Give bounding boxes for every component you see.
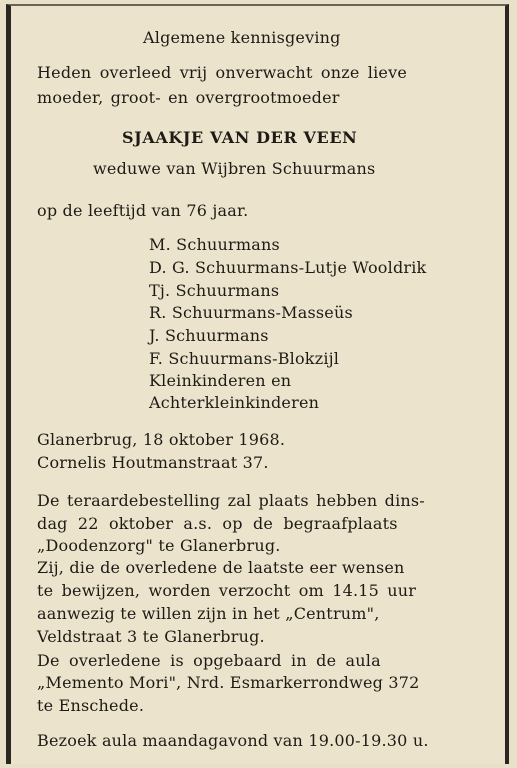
notice-heading: Algemene kennisgeving: [143, 28, 341, 47]
family-member: F. Schuurmans-Blokzijl: [149, 349, 340, 368]
laid-out-line-3: te Enschede.: [37, 696, 145, 715]
place-date: Glanerbrug, 18 oktober 1968.: [37, 430, 286, 449]
gathering-line-3: aanwezig te willen zijn in het „Centrum",: [37, 604, 380, 623]
family-member: R. Schuurmans-Masseüs: [149, 303, 353, 322]
laid-out-line-2: „Memento Mori", Nrd. Esmarkerrondweg 372: [37, 673, 420, 692]
family-member: M. Schuurmans: [149, 235, 280, 254]
family-member: Tj. Schuurmans: [149, 281, 280, 300]
gathering-line-4: Veldstraat 3 te Glanerbrug.: [37, 627, 265, 646]
funeral-line-1: De teraardebestelling zal plaats hebben dins-: [37, 491, 425, 510]
intro-line-1: Heden overleed vrij onverwacht onze lieve: [37, 63, 407, 82]
family-member: D. G. Schuurmans-Lutje Wooldrik: [149, 258, 427, 277]
intro-line-2: moeder, groot- en overgrootmoeder: [37, 88, 340, 107]
gathering-line-1: Zij, die de overledene de laatste eer wensen: [37, 558, 405, 577]
funeral-line-2: dag 22 oktober a.s. op de begraafplaats: [37, 514, 398, 533]
laid-out-line-1: De overledene is opgebaard in de aula: [37, 651, 381, 670]
widow-line: weduwe van Wijbren Schuurmans: [93, 159, 376, 178]
family-member: Achterkleinkinderen: [149, 393, 320, 412]
deceased-name: SJAAKJE VAN DER VEEN: [122, 128, 358, 147]
gathering-line-2: te bewijzen, worden verzocht om 14.15 uur: [37, 581, 417, 600]
family-member: J. Schuurmans: [149, 326, 269, 345]
family-member: Kleinkinderen en: [149, 371, 292, 390]
age-line: op de leeftijd van 76 jaar.: [37, 201, 249, 220]
visit-line: Bezoek aula maandagavond van 19.00-19.30 u.: [37, 731, 429, 750]
address: Cornelis Houtmanstraat 37.: [37, 453, 269, 472]
funeral-line-3: „Doodenzorg" te Glanerbrug.: [37, 536, 281, 555]
